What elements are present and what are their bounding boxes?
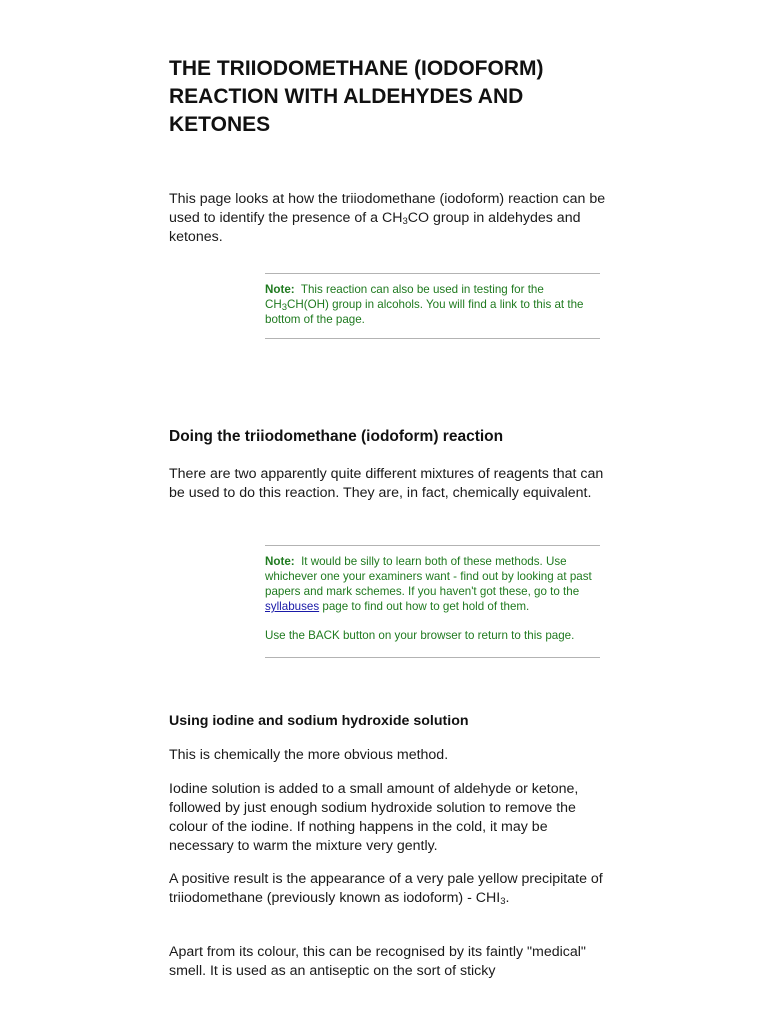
- syllabuses-link[interactable]: syllabuses: [265, 600, 320, 613]
- intro-subscript: 3: [402, 216, 408, 227]
- note1-label: Note:: [265, 283, 295, 296]
- note-box-methods: [265, 545, 600, 658]
- p3-subscript: 3: [500, 896, 506, 907]
- intro-paragraph: [169, 190, 609, 247]
- section1-block: [169, 465, 609, 503]
- note2-text-a: It would be silly to learn both of these methods. Use whichever one your examiners want - find out by looking at past papers and mark schemes. If you haven't got these, go to the: [265, 555, 592, 598]
- section2-paragraph-2: Iodine solution is added to a small amount of aldehyde or ketone, followed by just enough sodium hydroxide solution to remove the colour of the iodine. If nothing happens in the cold, it may be necessary to warm the mixture very gently.: [169, 781, 579, 854]
- note1-text-a: This reaction can also be used in testing for the CH: [265, 283, 544, 311]
- section1-paragraph: There are two apparently quite different mixtures of reagents that can be used to do this reaction. They are, in fact, chemically equivalent.: [169, 466, 604, 501]
- section2-paragraph-3: [169, 870, 609, 908]
- note2-text-b: page to find out how to get hold of them.: [322, 600, 530, 613]
- intro-text-b: CO group in aldehydes and ketones.: [169, 210, 581, 245]
- p3-text-a: A positive result is the appearance of a very pale yellow precipitate of triiodomethane (previously known as iodoform) - CHI: [169, 871, 603, 906]
- note2-back-text: Use the BACK button on your browser to return to this page.: [265, 629, 575, 642]
- note-box-alcohols: [265, 273, 600, 339]
- intro-block: [169, 190, 609, 247]
- section2-p4-block: [169, 943, 609, 981]
- section2-p1-block: [169, 746, 609, 765]
- p3-text-b: .: [505, 890, 510, 906]
- note2-label: Note:: [265, 555, 295, 568]
- note1-text: [265, 282, 600, 327]
- section-heading-doing-reaction: Doing the triiodomethane (iodoform) reaction: [169, 428, 504, 445]
- section2-paragraph-4: Apart from its colour, this can be recognised by its faintly "medical" smell. It is used as an antiseptic on the sort of sticky: [169, 944, 586, 979]
- page-title: THE TRIIODOMETHANE (IODOFORM) REACTION WITH ALDEHYDES AND KETONES: [169, 57, 544, 136]
- note1-text-b: CH(OH) group in alcohols. You will find a link to this at the bottom of the page.: [265, 298, 584, 326]
- section2-p3-block: [169, 870, 609, 908]
- note1-subscript: 3: [281, 302, 288, 313]
- section-heading-iodine-naoh: Using iodine and sodium hydroxide solution: [169, 713, 469, 729]
- note2-text: [265, 554, 600, 614]
- section2-paragraph-1: This is chemically the more obvious method.: [169, 747, 449, 763]
- intro-text-a: This page looks at how the triiodomethane (iodoform) reaction can be used to identify the presence of a CH: [169, 191, 606, 226]
- section2-p2-block: [169, 780, 609, 856]
